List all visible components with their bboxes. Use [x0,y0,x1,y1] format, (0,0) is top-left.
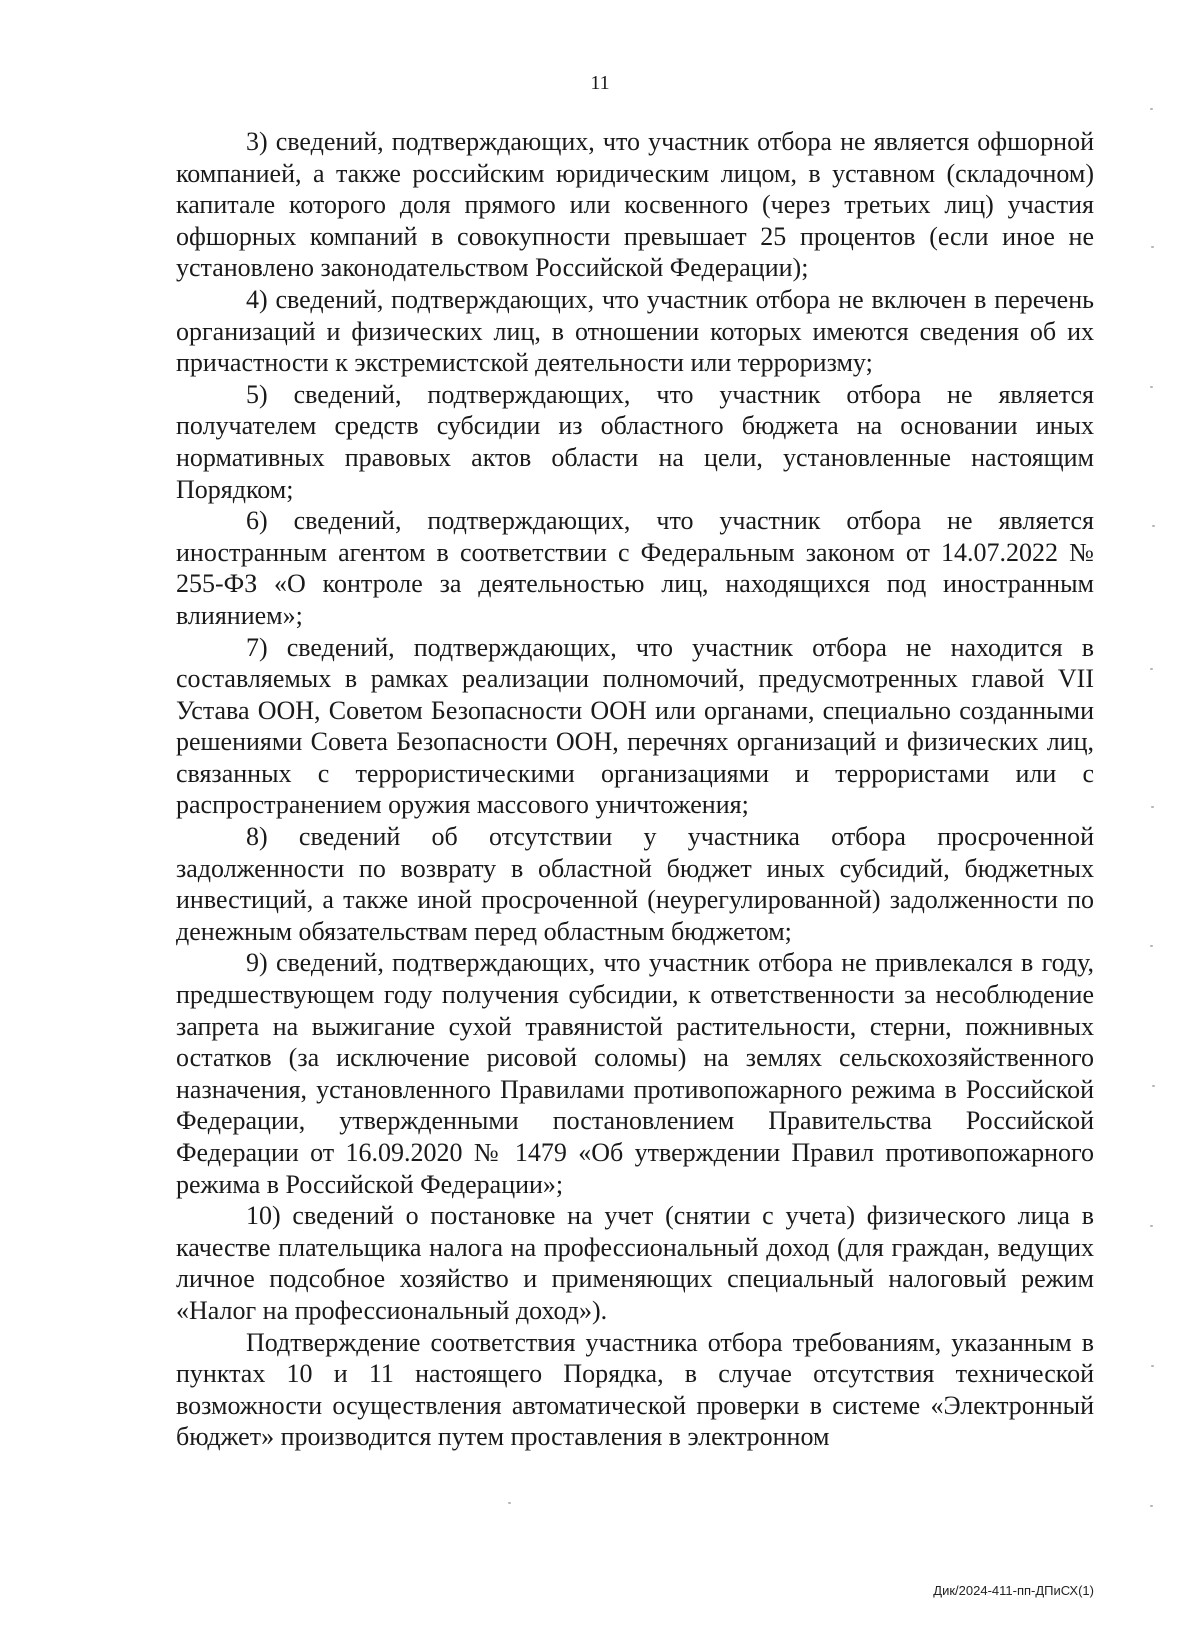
document-body [176,126,1094,1453]
scan-artifact [1150,1505,1153,1507]
paragraph-item-10: 10) сведений о постановке на учет (снятии с учета) физического лица в качестве плательщика налога на профессиональный доход (для граждан, ведущих личное подсобное хозяйство и применяющих специальный налоговый режим «Налог на профессиональный доход»). [176,1201,1094,1325]
paragraph-item-9: 9) сведений, подтверждающих, что участник отбора не привлекался в году, предшествующем году получения субсидии, к ответственности за несоблюдение запрета на выжигание сухой травянистой растительности, стерни, пожнивных остатков (за исключение рисовой соломы) на землях сельскохозяйственного назначения, установленного Правилами противопожарного режима в Российской Федерации, утвержденными постановлением Правительства Российской Федерации от 16.09.2020 № 1479 «Об утверждении Правил противопожарного режима в Российской Федерации»; [176,948,1094,1199]
scan-artifact [1150,1225,1153,1227]
paragraph-confirmation: Подтверждение соответствия участника отбора требованиям, указанным в пунктах 10 и 11 настоящего Порядка, в случае отсутствия технической возможности осуществления автоматической проверки в системе «Электронный бюджет» производится путем проставления в электронном [176,1327,1094,1452]
scan-artifact [1152,1085,1155,1087]
paragraph-item-4: 4) сведений, подтверждающих, что участник отбора не включен в перечень организаций и физических лиц, в отношении которых имеются сведения об их причастности к экстремистской деятельности или терроризму; [176,284,1094,378]
scan-artifact [1150,386,1153,388]
footer-document-code: Дик/2024-411-пп-ДПиСХ(1) [933,1583,1094,1598]
page-number: 11 [590,72,610,94]
paragraph-item-7: 7) сведений, подтверждающих, что участник отбора не находится в составляемых в рамках реализации полномочий, предусмотренных главой VII Устава ООН, Советом Безопасности ООН или органами, специально созданными решениями Совета Безопасности ООН, перечнях организаций и физических лиц, связанных с террористическими организациями и террористами или с распространением оружия массового уничтожения; [176,632,1094,820]
scan-artifact [1150,108,1153,110]
scan-artifact [1150,668,1153,670]
scan-artifact [508,1502,511,1504]
paragraph-item-8: 8) сведений об отсутствии у участника отбора просроченной задолженности по возврату в областной бюджет иных субсидий, бюджетных инвестиций, а также иной просроченной (неурегулированной) задолженности по денежным обязательствам перед областным бюджетом; [176,822,1094,946]
scan-artifact [1151,806,1154,808]
scan-artifact [1151,1365,1154,1367]
paragraph-item-3: 3) сведений, подтверждающих, что участник отбора не является офшорной компанией, а также российским юридическим лицом, в уставном (складочном) капитале которого доля прямого или косвенного (через третьих лиц) участия офшорных компаний в совокупности превышает 25 процентов (если иное не установлено законодательством Российской Федерации); [176,127,1094,283]
paragraph-item-6: 6) сведений, подтверждающих, что участник отбора не является иностранным агентом в соответствии с Федеральным законом от 14.07.2022 № 255-ФЗ «О контроле за деятельностью лиц, находящихся под иностранным влиянием»; [176,506,1094,630]
scan-artifact [1150,945,1153,947]
scan-artifact [1151,246,1154,248]
paragraph-item-5: 5) сведений, подтверждающих, что участник отбора не является получателем средств субсидии из областного бюджета на основании иных нормативных правовых актов области на цели, установленные настоящим Порядком; [176,379,1094,504]
scan-artifact [1152,525,1155,527]
